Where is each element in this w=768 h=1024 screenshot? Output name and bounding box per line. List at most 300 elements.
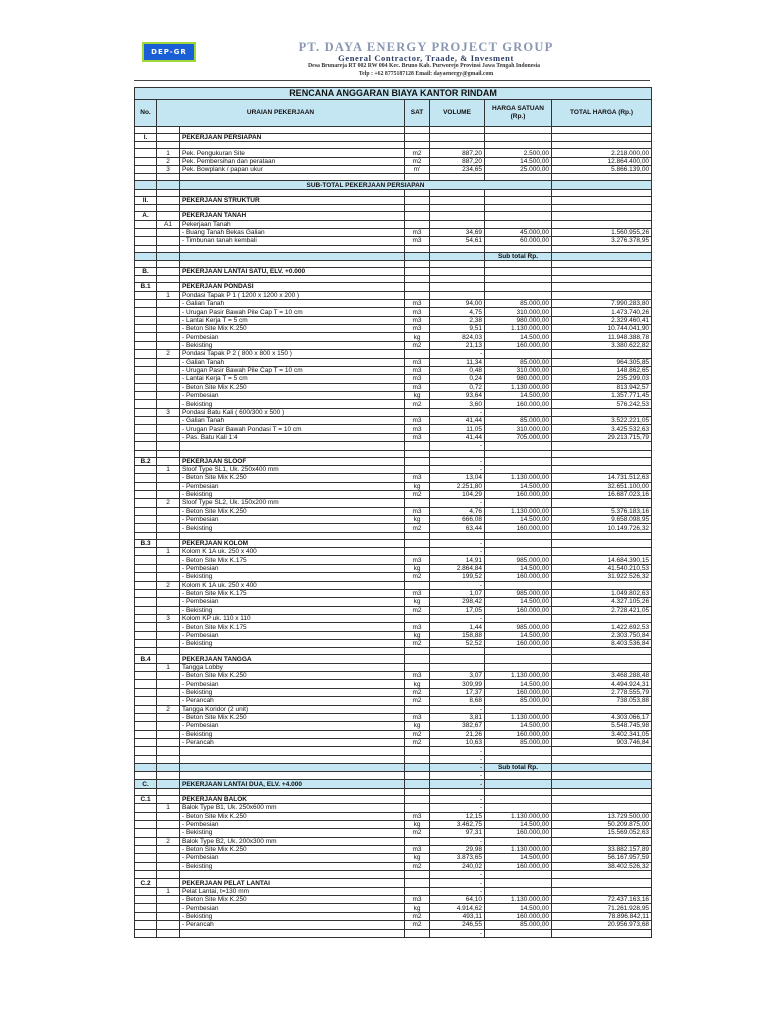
cell-uraian: - Beton Site Mix K.250 [180,474,405,482]
empty-cell [485,276,552,283]
cell-no [135,228,157,236]
empty-cell [180,205,405,212]
cell-harga-satuan: 985.000,00 [485,623,552,631]
cell-volume: - [430,539,485,547]
cell-no [135,157,157,165]
cell-item-no: 3 [157,166,180,174]
cell-volume: 52,52 [430,640,485,648]
cell-total-harga: 813.942,57 [552,383,652,391]
cell-no [135,366,157,374]
cell-uraian: Pondasi Tapak P 2 ( 800 x 800 x 150 ) [180,350,405,358]
company-contact: Telp : +62 8775187128 Email: dayaenergy@gmail.com [358,71,494,77]
empty-cell [180,252,405,260]
item-row [135,442,652,450]
cell-sat: kg [405,631,430,639]
cell-no [135,548,157,556]
cell-uraian: PEKERJAAN KOLOM [180,539,405,547]
cell-sat: m2 [405,862,430,870]
empty-cell [157,245,180,252]
cell-volume: 3,07 [430,672,485,680]
cell-no [135,697,157,705]
cell-total-harga: 15.569.052,63 [552,829,652,837]
cell-sat: kg [405,564,430,572]
cell-uraian: PEKERJAAN LANTAI SATU, ELV. +0.000 [180,267,405,275]
cell-item-no [157,507,180,515]
cell-item-no [157,564,180,572]
cell-item-no [157,606,180,614]
cell-no [135,465,157,473]
empty-cell [135,127,157,134]
cell-no: B.4 [135,655,157,663]
cell-sat [405,212,430,220]
cell-total-harga [552,581,652,589]
cell-sat [405,747,430,755]
empty-cell [405,648,430,655]
cell-uraian: PEKERJAAN TANAH [180,212,405,220]
empty-cell [135,174,157,181]
cell-sat: m3 [405,358,430,366]
cell-harga-satuan: 14.500,00 [485,904,552,912]
cell-sat: m3 [405,325,430,333]
cell-uraian: - Perancah [180,921,405,929]
cell-harga-satuan: 14.500,00 [485,722,552,730]
cell-no: B.1 [135,283,157,291]
item-row [135,166,652,174]
cell-item-no [157,795,180,803]
cell-harga-satuan: 85.000,00 [485,300,552,308]
cell-harga-satuan: 160.000,00 [485,829,552,837]
cell-volume: 3,81 [430,713,485,721]
cell-no [135,166,157,174]
item-row [135,524,652,532]
empty-cell [405,763,430,771]
cell-sat: m3 [405,366,430,374]
item-row [135,573,652,581]
empty-cell [405,252,430,260]
cell-sat [405,929,430,937]
subtotal-value [552,181,652,189]
section-row [135,795,652,803]
cell-uraian: Pek. Bowplank / papan ukur [180,166,405,174]
empty-cell [135,245,157,252]
cell-uraian: PEKERJAAN PONDASI [180,283,405,291]
cell-harga-satuan: 310.000,00 [485,425,552,433]
cell-uraian: PEKERJAAN TANGGA [180,655,405,663]
cell-harga-satuan: 14.500,00 [485,333,552,341]
cell-volume: 8,68 [430,697,485,705]
empty-cell [180,260,405,267]
cell-no [135,921,157,929]
cell-volume: 493,11 [430,912,485,920]
cell-item-no [157,524,180,532]
cell-no: I. [135,134,157,142]
cell-item-no [157,539,180,547]
cell-item-no [157,212,180,220]
cell-sat: kg [405,904,430,912]
cell-uraian: - Urugan Pasir Bawah Pondasi T = 10 cm [180,425,405,433]
cell-uraian: - Bekisting [180,688,405,696]
item-row [135,433,652,441]
cell-volume [430,267,485,275]
cell-no [135,772,157,780]
empty-cell [157,788,180,795]
cell-volume: 309,99 [430,680,485,688]
cell-sat [405,283,430,291]
item-row [135,400,652,408]
cell-total-harga: 738.053,88 [552,697,652,705]
cell-harga-satuan: 14.500,00 [485,564,552,572]
cell-total-harga: 33.882.157,89 [552,845,652,853]
cell-item-no: 2 [157,837,180,845]
empty-cell [135,788,157,795]
empty-cell [430,276,485,283]
cell-volume: - [430,581,485,589]
cell-item-no [157,722,180,730]
empty-cell [552,189,652,196]
cell-volume [430,220,485,228]
cell-total-harga: 14.731.512,63 [552,474,652,482]
empty-cell [180,189,405,196]
cell-total-harga: 10.149.726,32 [552,524,652,532]
cell-no: A. [135,212,157,220]
cell-item-no [157,333,180,341]
cell-uraian: - Pembesian [180,564,405,572]
cell-no [135,316,157,324]
item-row [135,713,652,721]
cell-harga-satuan [485,837,552,845]
item-row [135,812,652,820]
cell-harga-satuan: 14.500,00 [485,157,552,165]
cell-item-no [157,589,180,597]
cell-no [135,837,157,845]
cell-item-no [157,325,180,333]
empty-cell [430,532,485,539]
subtotal-label: Sub total Rp. [485,252,552,260]
cell-no [135,573,157,581]
cell-item-no: 2 [157,705,180,713]
cell-volume: - [430,772,485,780]
empty-cell [405,127,430,134]
cell-harga-satuan [485,134,552,142]
cell-no [135,499,157,507]
cell-total-harga [552,614,652,622]
company-name: PT. DAYA ENERGY PROJECT GROUP [298,40,554,54]
cell-uraian: - Beton Site Mix K.250 [180,383,405,391]
empty-cell [135,532,157,539]
spacer-row [135,260,652,267]
cell-uraian: Kolom KP uk. 110 x 110 [180,614,405,622]
spacer-row [135,127,652,134]
cell-sat: kg [405,516,430,524]
subtotal-label: Sub total Rp. [485,763,552,771]
cell-volume: 54,61 [430,237,485,245]
cell-total-harga [552,780,652,788]
cell-item-no: A1 [157,220,180,228]
item-row [135,640,652,648]
empty-cell [157,189,180,196]
cell-sat: m2 [405,149,430,157]
item-row [135,157,652,165]
cell-sat [405,465,430,473]
cell-harga-satuan: 14.500,00 [485,482,552,490]
cell-total-harga: 2.778.555,79 [552,688,652,696]
empty-cell [485,127,552,134]
cell-uraian: - Pembesian [180,722,405,730]
item-row [135,149,652,157]
cell-uraian: - Lantai Kerja T = 5 cm [180,375,405,383]
cell-harga-satuan: 14.500,00 [485,391,552,399]
cell-no [135,375,157,383]
empty-cell [430,648,485,655]
empty-cell [157,127,180,134]
cell-item-no [157,829,180,837]
cell-harga-satuan: 85.000,00 [485,358,552,366]
cell-harga-satuan [485,705,552,713]
cell-no [135,149,157,157]
cell-uraian: Pondasi Batu Kali ( 600/300 x 500 ) [180,408,405,416]
empty-cell [485,189,552,196]
cell-harga-satuan [485,291,552,299]
cell-harga-satuan: 14.500,00 [485,598,552,606]
cell-no [135,871,157,879]
spacer-row [135,648,652,655]
company-letterhead [134,38,650,80]
cell-no [135,581,157,589]
cell-no [135,350,157,358]
cell-sat: kg [405,680,430,688]
item-row [135,705,652,713]
cell-item-no: 2 [157,350,180,358]
cell-harga-satuan [485,772,552,780]
section-row [135,267,652,275]
cell-sat [405,539,430,547]
cell-volume: 824,03 [430,333,485,341]
cell-no [135,341,157,349]
rab-table [134,87,652,938]
cell-harga-satuan [485,196,552,204]
cell-harga-satuan: 160.000,00 [485,730,552,738]
cell-volume: 382,67 [430,722,485,730]
cell-no [135,333,157,341]
cell-uraian: - Beton Site Mix K.250 [180,507,405,515]
empty-cell [180,245,405,252]
cell-uraian: Sloof Type SL1, Uk. 250x400 mm [180,465,405,473]
cell-volume: 887,20 [430,157,485,165]
cell-uraian: - Beton Site Mix K.250 [180,672,405,680]
empty-cell [430,205,485,212]
cell-harga-satuan: 1.130.000,00 [485,325,552,333]
cell-total-harga [552,747,652,755]
cell-no [135,614,157,622]
spacer-row [135,189,652,196]
cell-harga-satuan [485,614,552,622]
cell-total-harga: 41.540.210,53 [552,564,652,572]
cell-item-no: 2 [157,581,180,589]
cell-volume: - [430,614,485,622]
company-address: Desa Brunareja RT 002 RW 004 Kec. Bruno Kab. Purworejo Provinsi Jawa Tengah Indonesia [307,63,541,69]
empty-cell [430,260,485,267]
cell-total-harga: 72.437.163,16 [552,896,652,904]
cell-item-no: 2 [157,157,180,165]
cell-sat [405,804,430,812]
empty-cell [405,205,430,212]
cell-harga-satuan: 985.000,00 [485,589,552,597]
cell-no [135,854,157,862]
cell-uraian: Tangga Lobby [180,663,405,671]
cell-sat [405,581,430,589]
cell-volume: 2,38 [430,316,485,324]
cell-volume: 246,55 [430,921,485,929]
cell-no [135,308,157,316]
cell-item-no [157,366,180,374]
cell-uraian: - Pembesian [180,516,405,524]
empty-cell [430,450,485,457]
cell-item-no [157,134,180,142]
cell-sat: m2 [405,524,430,532]
cell-harga-satuan: 85.000,00 [485,739,552,747]
cell-sat: m2 [405,400,430,408]
empty-cell [552,532,652,539]
cell-total-harga: 5.866.139,00 [552,166,652,174]
subtotal-row [135,252,652,260]
cell-harga-satuan: 25.000,00 [485,166,552,174]
cell-volume: - [430,837,485,845]
cell-no [135,631,157,639]
cell-item-no [157,879,180,887]
cell-total-harga: 576.242,53 [552,400,652,408]
cell-uraian: - Bekisting [180,912,405,920]
cell-total-harga: 13.729.500,00 [552,812,652,820]
cell-volume: 1,44 [430,623,485,631]
company-logo: DEP-GR [142,42,196,62]
empty-cell [405,276,430,283]
cell-sat: m3 [405,589,430,597]
cell-uraian: - Perancah [180,739,405,747]
cell-volume: - [430,457,485,465]
cell-sat: m2 [405,739,430,747]
cell-sat: m3 [405,300,430,308]
cell-no [135,845,157,853]
cell-sat: kg [405,391,430,399]
empty-cell [485,532,552,539]
cell-volume: 93,64 [430,391,485,399]
cell-harga-satuan: 980.000,00 [485,375,552,383]
cell-uraian: - Bekisting [180,400,405,408]
cell-harga-satuan: 160.000,00 [485,862,552,870]
cell-volume: - [430,871,485,879]
cell-uraian: PEKERJAAN LANTAI DUA, ELV. +4.000 [180,780,405,788]
empty-cell [405,260,430,267]
cell-volume [430,291,485,299]
cell-no [135,812,157,820]
cell-volume: 9,51 [430,325,485,333]
cell-volume: 3,60 [430,400,485,408]
rab-sheet [134,87,651,938]
cell-item-no [157,457,180,465]
empty-cell [405,174,430,181]
item-row [135,408,652,416]
cell-item-no [157,308,180,316]
empty-cell [180,142,405,149]
cell-total-harga: 1.473.740,26 [552,308,652,316]
item-row [135,747,652,755]
cell-uraian: - Bekisting [180,862,405,870]
cell-no [135,904,157,912]
empty-cell [135,205,157,212]
cell-sat: m3 [405,308,430,316]
item-row [135,730,652,738]
cell-sat: kg [405,820,430,828]
item-row [135,358,652,366]
cell-total-harga [552,283,652,291]
cell-total-harga: 38.402.526,32 [552,862,652,870]
cell-harga-satuan [485,780,552,788]
empty-cell [405,142,430,149]
empty-cell [157,142,180,149]
cell-no [135,564,157,572]
cell-volume: 199,52 [430,573,485,581]
cell-item-no [157,375,180,383]
cell-volume [430,252,485,260]
cell-sat: kg [405,333,430,341]
empty-cell [180,450,405,457]
cell-no [135,425,157,433]
cell-total-harga: 2.728.421,05 [552,606,652,614]
item-row [135,829,652,837]
cell-uraian: Pelat Lantai, t=130 mm [180,887,405,895]
cell-total-harga: 4.327.105,26 [552,598,652,606]
cell-item-no [157,772,180,780]
cell-total-harga [552,772,652,780]
cell-volume: 13,04 [430,474,485,482]
cell-item-no [157,400,180,408]
empty-cell [180,763,405,771]
item-row [135,854,652,862]
cell-total-harga: 148.862,65 [552,366,652,374]
cell-uraian: - Pembesian [180,820,405,828]
cell-total-harga: 2.329.460,41 [552,316,652,324]
cell-uraian: - Beton Site Mix K.175 [180,556,405,564]
subtotal-value [552,763,652,771]
item-row [135,755,652,763]
cell-item-no [157,516,180,524]
cell-total-harga [552,887,652,895]
cell-item-no [157,573,180,581]
item-row [135,300,652,308]
cell-item-no [157,845,180,853]
cell-total-harga: 1.049.802,63 [552,589,652,597]
cell-item-no [157,854,180,862]
cell-sat [405,614,430,622]
cell-item-no [157,631,180,639]
cell-harga-satuan [485,755,552,763]
cell-total-harga: 4.303.066,17 [552,713,652,721]
item-row [135,316,652,324]
item-row [135,325,652,333]
cell-volume: - [430,763,485,771]
cell-volume: 4,75 [430,308,485,316]
cell-harga-satuan: 160.000,00 [485,400,552,408]
cell-volume: 21,13 [430,341,485,349]
section-row [135,655,652,663]
empty-cell [157,763,180,771]
cell-harga-satuan: 1.130.000,00 [485,672,552,680]
cell-total-harga [552,548,652,556]
item-row [135,220,652,228]
cell-item-no: 3 [157,408,180,416]
cell-harga-satuan: 160.000,00 [485,640,552,648]
item-row [135,465,652,473]
